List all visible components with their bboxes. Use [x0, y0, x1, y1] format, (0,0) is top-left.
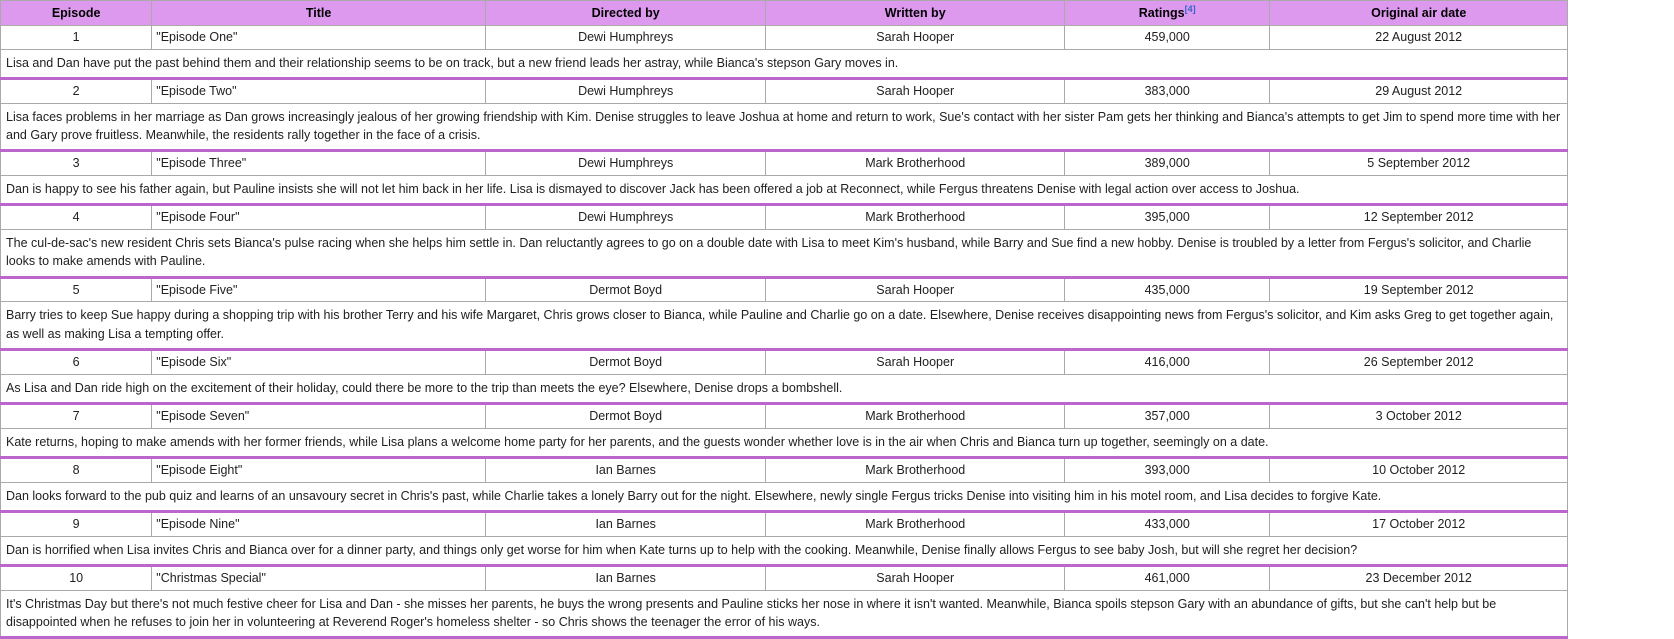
directed-by-cell: Dewi Humphreys: [485, 79, 766, 104]
episode-title-cell: "Episode Five": [152, 277, 486, 302]
episode-summary-cell: Kate returns, hoping to make amends with her former friends, while Lisa plans a welcome home party for her parents, and the guests wonder whether love is in the air when Chris and Bianca turn up together, seemingly on a date.: [1, 428, 1568, 457]
written-by-cell: Sarah Hooper: [766, 79, 1065, 104]
air-date-cell: 3 October 2012: [1270, 403, 1568, 428]
episode-summary-cell: Barry tries to keep Sue happy during a shopping trip with his brother Terry and his wife Margaret, Chris grows closer to Bianca, while Pauline and Charlie go on a date. Elsewhere, Denise receives disappointing news from Fergus's solicitor, and Kim asks Greg to get together again, as well as making Lisa a tempting offer.: [1, 302, 1568, 349]
written-by-cell: Mark Brotherhood: [766, 457, 1065, 482]
column-header-title: Title: [152, 1, 486, 26]
episode-summary-cell: Lisa and Dan have put the past behind them and their relationship seems to be on track, but a new friend leads her astray, while Bianca's stepson Gary moves in.: [1, 50, 1568, 79]
written-by-cell: Mark Brotherhood: [766, 511, 1065, 536]
air-date-cell: 10 October 2012: [1270, 457, 1568, 482]
episode-summary-cell: Dan is horrified when Lisa invites Chris and Bianca over for a dinner party, and things only get worse for him when Kate turns up to help with the cooking. Meanwhile, Denise finally allows Fergus to see baby Josh, but will she regret her decision?: [1, 536, 1568, 565]
air-date-cell: 26 September 2012: [1270, 349, 1568, 374]
episode-title-cell: "Episode Eight": [152, 457, 486, 482]
episode-summary-cell: It's Christmas Day but there's not much festive cheer for Lisa and Dan - she misses her parents, he buys the wrong presents and Pauline sticks her nose in where it isn't wanted. Meanwhile, Bianca spoils stepson Gary with an abundance of gifts, but she can't help but be disappointed when he refuses to join her in volunteering at Reverend Roger's homeless shelter - so Chris shows the teenager the error of his ways.: [1, 590, 1568, 637]
column-header-written-by: Written by: [766, 1, 1065, 26]
episode-summary-cell: Dan looks forward to the pub quiz and learns of an unsavoury secret in Chris's past, while Charlie takes a lonely Barry out for the night. Elsewhere, newly single Fergus tricks Denise into visiting him in his motel room, and Lisa decides to forgive Kate.: [1, 482, 1568, 511]
directed-by-cell: Dewi Humphreys: [485, 26, 766, 50]
table-row-summary: [1, 302, 1568, 349]
air-date-cell: 12 September 2012: [1270, 205, 1568, 230]
written-by-cell: Mark Brotherhood: [766, 151, 1065, 176]
ratings-cell: 393,000: [1065, 457, 1270, 482]
episode-number-cell: 2: [1, 79, 152, 104]
air-date-cell: 17 October 2012: [1270, 511, 1568, 536]
episode-summary-cell: As Lisa and Dan ride high on the excitement of their holiday, could there be more to the trip than meets the eye? Elsewhere, Denise drops a bombshell.: [1, 374, 1568, 403]
table-row: [1, 403, 1568, 428]
episode-number-cell: 10: [1, 565, 152, 590]
air-date-cell: 23 December 2012: [1270, 565, 1568, 590]
air-date-cell: 5 September 2012: [1270, 151, 1568, 176]
table-row-summary: [1, 536, 1568, 565]
reference-link-ratings[interactable]: [4]: [1184, 3, 1196, 14]
table-row: [1, 565, 1568, 590]
episode-number-cell: 3: [1, 151, 152, 176]
directed-by-cell: Ian Barnes: [485, 511, 766, 536]
directed-by-cell: Dermot Boyd: [485, 277, 766, 302]
column-header-ratings-label: Ratings: [1138, 6, 1185, 20]
column-header-ratings: [1065, 1, 1270, 26]
episode-number-cell: 1: [1, 26, 152, 50]
ratings-cell: 459,000: [1065, 26, 1270, 50]
episode-title-cell: "Episode Nine": [152, 511, 486, 536]
table-row: [1, 277, 1568, 302]
directed-by-cell: Dewi Humphreys: [485, 205, 766, 230]
table-row: [1, 511, 1568, 536]
table-row: [1, 205, 1568, 230]
air-date-cell: 22 August 2012: [1270, 26, 1568, 50]
column-header-episode: Episode: [1, 1, 152, 26]
episode-title-cell: "Episode Seven": [152, 403, 486, 428]
written-by-cell: Sarah Hooper: [766, 277, 1065, 302]
table-row-summary: [1, 50, 1568, 79]
table-row-summary: [1, 374, 1568, 403]
table-row-summary: [1, 176, 1568, 205]
table-row: [1, 79, 1568, 104]
ratings-cell: 389,000: [1065, 151, 1270, 176]
directed-by-cell: Ian Barnes: [485, 565, 766, 590]
written-by-cell: Mark Brotherhood: [766, 205, 1065, 230]
episode-number-cell: 5: [1, 277, 152, 302]
table-row: [1, 457, 1568, 482]
table-row: [1, 349, 1568, 374]
episode-title-cell: "Christmas Special": [152, 565, 486, 590]
episode-title-cell: "Episode Four": [152, 205, 486, 230]
written-by-cell: Sarah Hooper: [766, 26, 1065, 50]
table-header: [1, 1, 1568, 26]
ratings-cell: 461,000: [1065, 565, 1270, 590]
ratings-cell: 383,000: [1065, 79, 1270, 104]
episode-number-cell: 7: [1, 403, 152, 428]
directed-by-cell: Ian Barnes: [485, 457, 766, 482]
ratings-cell: 433,000: [1065, 511, 1270, 536]
air-date-cell: 19 September 2012: [1270, 277, 1568, 302]
written-by-cell: Sarah Hooper: [766, 349, 1065, 374]
episode-title-cell: "Episode One": [152, 26, 486, 50]
table-row-summary: [1, 590, 1568, 637]
episode-title-cell: "Episode Six": [152, 349, 486, 374]
table-row: [1, 26, 1568, 50]
episode-number-cell: 6: [1, 349, 152, 374]
table-row-summary: [1, 482, 1568, 511]
directed-by-cell: Dermot Boyd: [485, 349, 766, 374]
directed-by-cell: Dewi Humphreys: [485, 151, 766, 176]
ratings-cell: 395,000: [1065, 205, 1270, 230]
ratings-cell: 416,000: [1065, 349, 1270, 374]
written-by-cell: Sarah Hooper: [766, 565, 1065, 590]
episode-summary-cell: Dan is happy to see his father again, but Pauline insists she will not let him back in her life. Lisa is dismayed to discover Jack has been offered a job at Reconnect, while Fergus threatens Denise with legal action over access to Joshua.: [1, 176, 1568, 205]
table-row-summary: [1, 104, 1568, 151]
episode-title-cell: "Episode Three": [152, 151, 486, 176]
episode-summary-cell: Lisa faces problems in her marriage as Dan grows increasingly jealous of her growing friendship with Kim. Denise struggles to leave Joshua at home and return to work, Sue's contact with her sister Pam gets her thinking and Bianca's attempts to get Jim to spend more time with her and Gary prove fruitless. Meanwhile, the residents rally together in the face of a crisis.: [1, 104, 1568, 151]
directed-by-cell: Dermot Boyd: [485, 403, 766, 428]
episode-number-cell: 9: [1, 511, 152, 536]
episode-title-cell: "Episode Two": [152, 79, 486, 104]
written-by-cell: Mark Brotherhood: [766, 403, 1065, 428]
column-header-directed-by: Directed by: [485, 1, 766, 26]
episode-summary-cell: The cul-de-sac's new resident Chris sets Bianca's pulse racing when she helps him settle in. Dan reluctantly agrees to go on a double date with Lisa to meet Kim's husband, while Barry and Sue find a new hobby. Denise is troubled by a letter from Fergus's solicitor, and Charlie looks to make amends with Pauline.: [1, 230, 1568, 277]
table-row-summary: [1, 428, 1568, 457]
ratings-cell: 357,000: [1065, 403, 1270, 428]
ratings-cell: 435,000: [1065, 277, 1270, 302]
table-header-row: [1, 1, 1568, 26]
table-body: [1, 26, 1568, 638]
column-header-original-air-date: Original air date: [1270, 1, 1568, 26]
episode-number-cell: 4: [1, 205, 152, 230]
table-row: [1, 151, 1568, 176]
table-row-summary: [1, 230, 1568, 277]
air-date-cell: 29 August 2012: [1270, 79, 1568, 104]
episode-number-cell: 8: [1, 457, 152, 482]
